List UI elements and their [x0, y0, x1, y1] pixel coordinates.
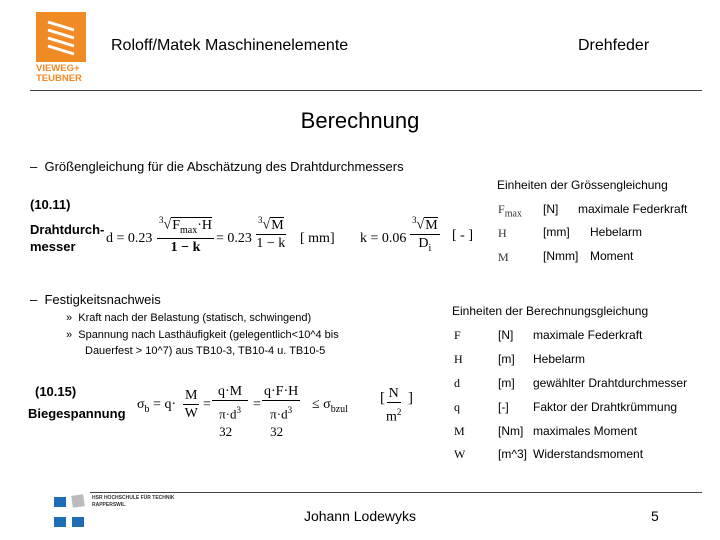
- footer-divider: [90, 492, 702, 493]
- bullet-strength-check: – Festigkeitsnachweis: [30, 292, 161, 307]
- sub-bullet-force: » Kraft nach der Belastung (statisch, schwingend): [66, 312, 312, 324]
- slide-title: Berechnung: [300, 108, 420, 133]
- slide: VIEWEG+ TEUBNER Roloff/Matek Maschinenelemente Drehfeder Berechnung – Größengleichung für die Abschätzung des Drahtdurchmessers (10.11) Drahtdurch- messer d = 0.23 $^3√F_{max}\cdot H$ 1 − k = 0.23 $\frac{^3√M}{1 - k}$ [ mm] k = 0.06 $\frac{^3√M}{D_i}$ [ - ] Einheiten der Grössengleichung $F_{max}$ [N] maximale Federkraft H [mm] Hebelarm M [Nmm] Moment – Festigkeitsnachweis » Kraft nach der Belastung (statisch, schwingend) » Spannung nach Lasthäufigkeit (gelegentlich<10^4 bis Dauerfest > 10^7) aus TB10-3, TB10-4 u. TB10-5 (10.15) Biegespannung $\sigma_b = q\cdot$ $\frac{M}{W}$ = q·M $\pi\cdot d^3$ 32 = q·F·H $\pi\cdot d^3$ 32 ≤ $\sigma_{bzul}$ [ $\frac{N}{m^2}$ ] Einheiten der Berechnungsgleichung F [N] maximale Federkraft H [m] Hebelarm d [m] gewählter Drahtdurchmesser q [-] Faktor der Drahtkrümmung M [Nm] maximales Moment W [m^3] Widerstandsmoment HSR HOCHSCHULE FÜR TECHNIK RAPPERSWIL Johann Lodewyks 5: [0, 0, 720, 540]
- sub-bullet-stress-cont: Dauerfest > 10^7) aus TB10-3, TB10-4 u. TB10-5: [85, 345, 326, 357]
- label-drahtdurchmesser: Drahtdurch- messer: [30, 222, 105, 254]
- units-title-calc-equation: Einheiten der Berechnungsgleichung: [452, 304, 649, 318]
- publisher-logo: [36, 12, 86, 62]
- label-biegespannung: Biegespannung: [28, 406, 126, 421]
- header-divider: [30, 90, 702, 91]
- sub-bullet-stress: » Spannung nach Lasthäufigkeit (gelegentlich<10^4 bis: [66, 329, 339, 341]
- eq-number-1015: (10.15): [35, 384, 77, 399]
- topic-title: Drehfeder: [578, 37, 650, 54]
- book-title: Roloff/Matek Maschinenelemente: [111, 37, 349, 54]
- bullet-size-equation: – Größengleichung für die Abschätzung des Drahtdurchmessers: [30, 159, 404, 174]
- publisher-logo-text: VIEWEG+ TEUBNER: [36, 63, 82, 84]
- author: Johann Lodewyks: [303, 508, 417, 524]
- page-number: 5: [651, 508, 659, 524]
- eq-number-1011: (10.11): [30, 197, 71, 212]
- units-title-size-equation: Einheiten der Grössengleichung: [497, 178, 668, 192]
- logo-stripes-icon: [36, 12, 86, 62]
